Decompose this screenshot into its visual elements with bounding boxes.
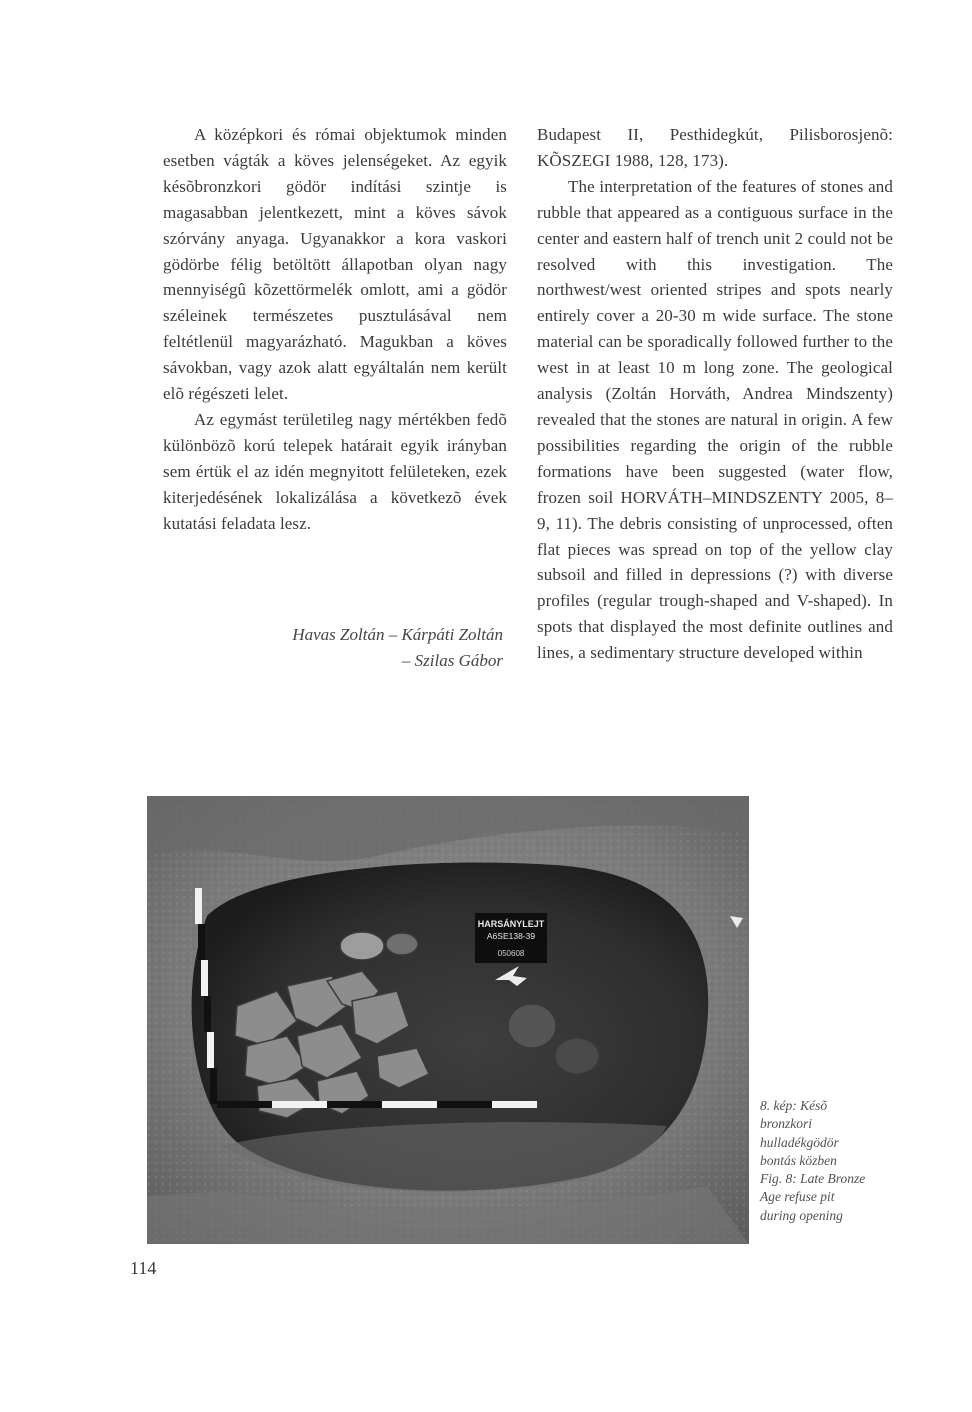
caption-en-line-1: Fig. 8: Late Bronze [760,1171,866,1187]
right-paragraph-1: Budapest II, Pesthidegkút, Pilisborosjenõ: KÕSZEGI 1988, 128, 173). [537,125,893,170]
excavation-photo [147,796,749,1244]
board-site-label: HARSÁNYLEJT [477,919,545,929]
left-paragraph-1: A középkori és római objektumok minden esetben vágták a köves jelenségeket. Az egyik késõbronzkori gödör indítási szintje is magasabban jelentkezett, mint a köves sávok szórvány anyaga. Ugyanakkor a kora vaskori gödörbe félig betöltött állapotban olyan nagy mennyiségû kõzettörmelék omlott, ami a gödör széleinek természetes pusztulásával nem feltétlenül magyarázható. Magukban a köves sávokban, vagy azok alatt egyáltalán nem került elõ régészeti lelet. [163,125,507,404]
page-number: 114 [130,1258,157,1278]
author-credits [163,622,503,674]
left-text-column [163,122,507,537]
caption-en-line-2: Age refuse pit [760,1189,835,1205]
scale-bar-horizontal [217,1101,537,1108]
right-text-column [537,122,893,666]
caption-hu-line-4: bontás közben [760,1152,837,1168]
board-date-label: 050608 [497,949,525,958]
caption-en-line-3: during opening [760,1207,843,1223]
caption-hu-line-2: bronzkori [760,1116,813,1132]
figure-caption [760,1097,910,1225]
right-paragraph-2: The interpretation of the features of stones and rubble that appeared as a contiguous surface in the center and eastern half of trench unit 2 could not be resolved with this investigation. The northwest/west oriented stripes and spots nearly entirely cover a 20-30 m wide surface. The stone material can be sporadically followed further to the west in at least 10 m long zone. The geological analysis (Zoltán Horváth, Andrea Mindszenty) revealed that the stones are natural in origin. A few possibilities regarding the origin of the rubble formations have been suggested (water flow, frozen soil HORVÁTH–MINDSZENTY 2005, 8–9, 11). The debris consisting of unprocessed, often flat pieces was spread on top of the yellow clay subsoil and filled in depressions (?) with diverse profiles (regular trough-shaped and V-shaped). In spots that displayed the most definite outlines and lines, a sedimentary structure developed within [537,176,893,663]
author-line-2: – Szilas Gábor [401,651,503,670]
author-line-1: Havas Zoltán – Kárpáti Zoltán [292,625,503,644]
caption-hu-line-1: 8. kép: Késõ [760,1098,828,1113]
left-paragraph-2: Az egymást területileg nagy mértékben fedõ különbözõ korú telepek határait egyik irányban sem értük el az idén megnyitott felületeken, ezek kiterjedésének lokalizálása a következõ évek kutatási feladata lesz. [163,409,507,533]
caption-hu-line-3: hulladékgödör [760,1134,839,1150]
photo-id-board [475,913,547,963]
board-trench-label: A6SE138-39 [486,931,536,941]
